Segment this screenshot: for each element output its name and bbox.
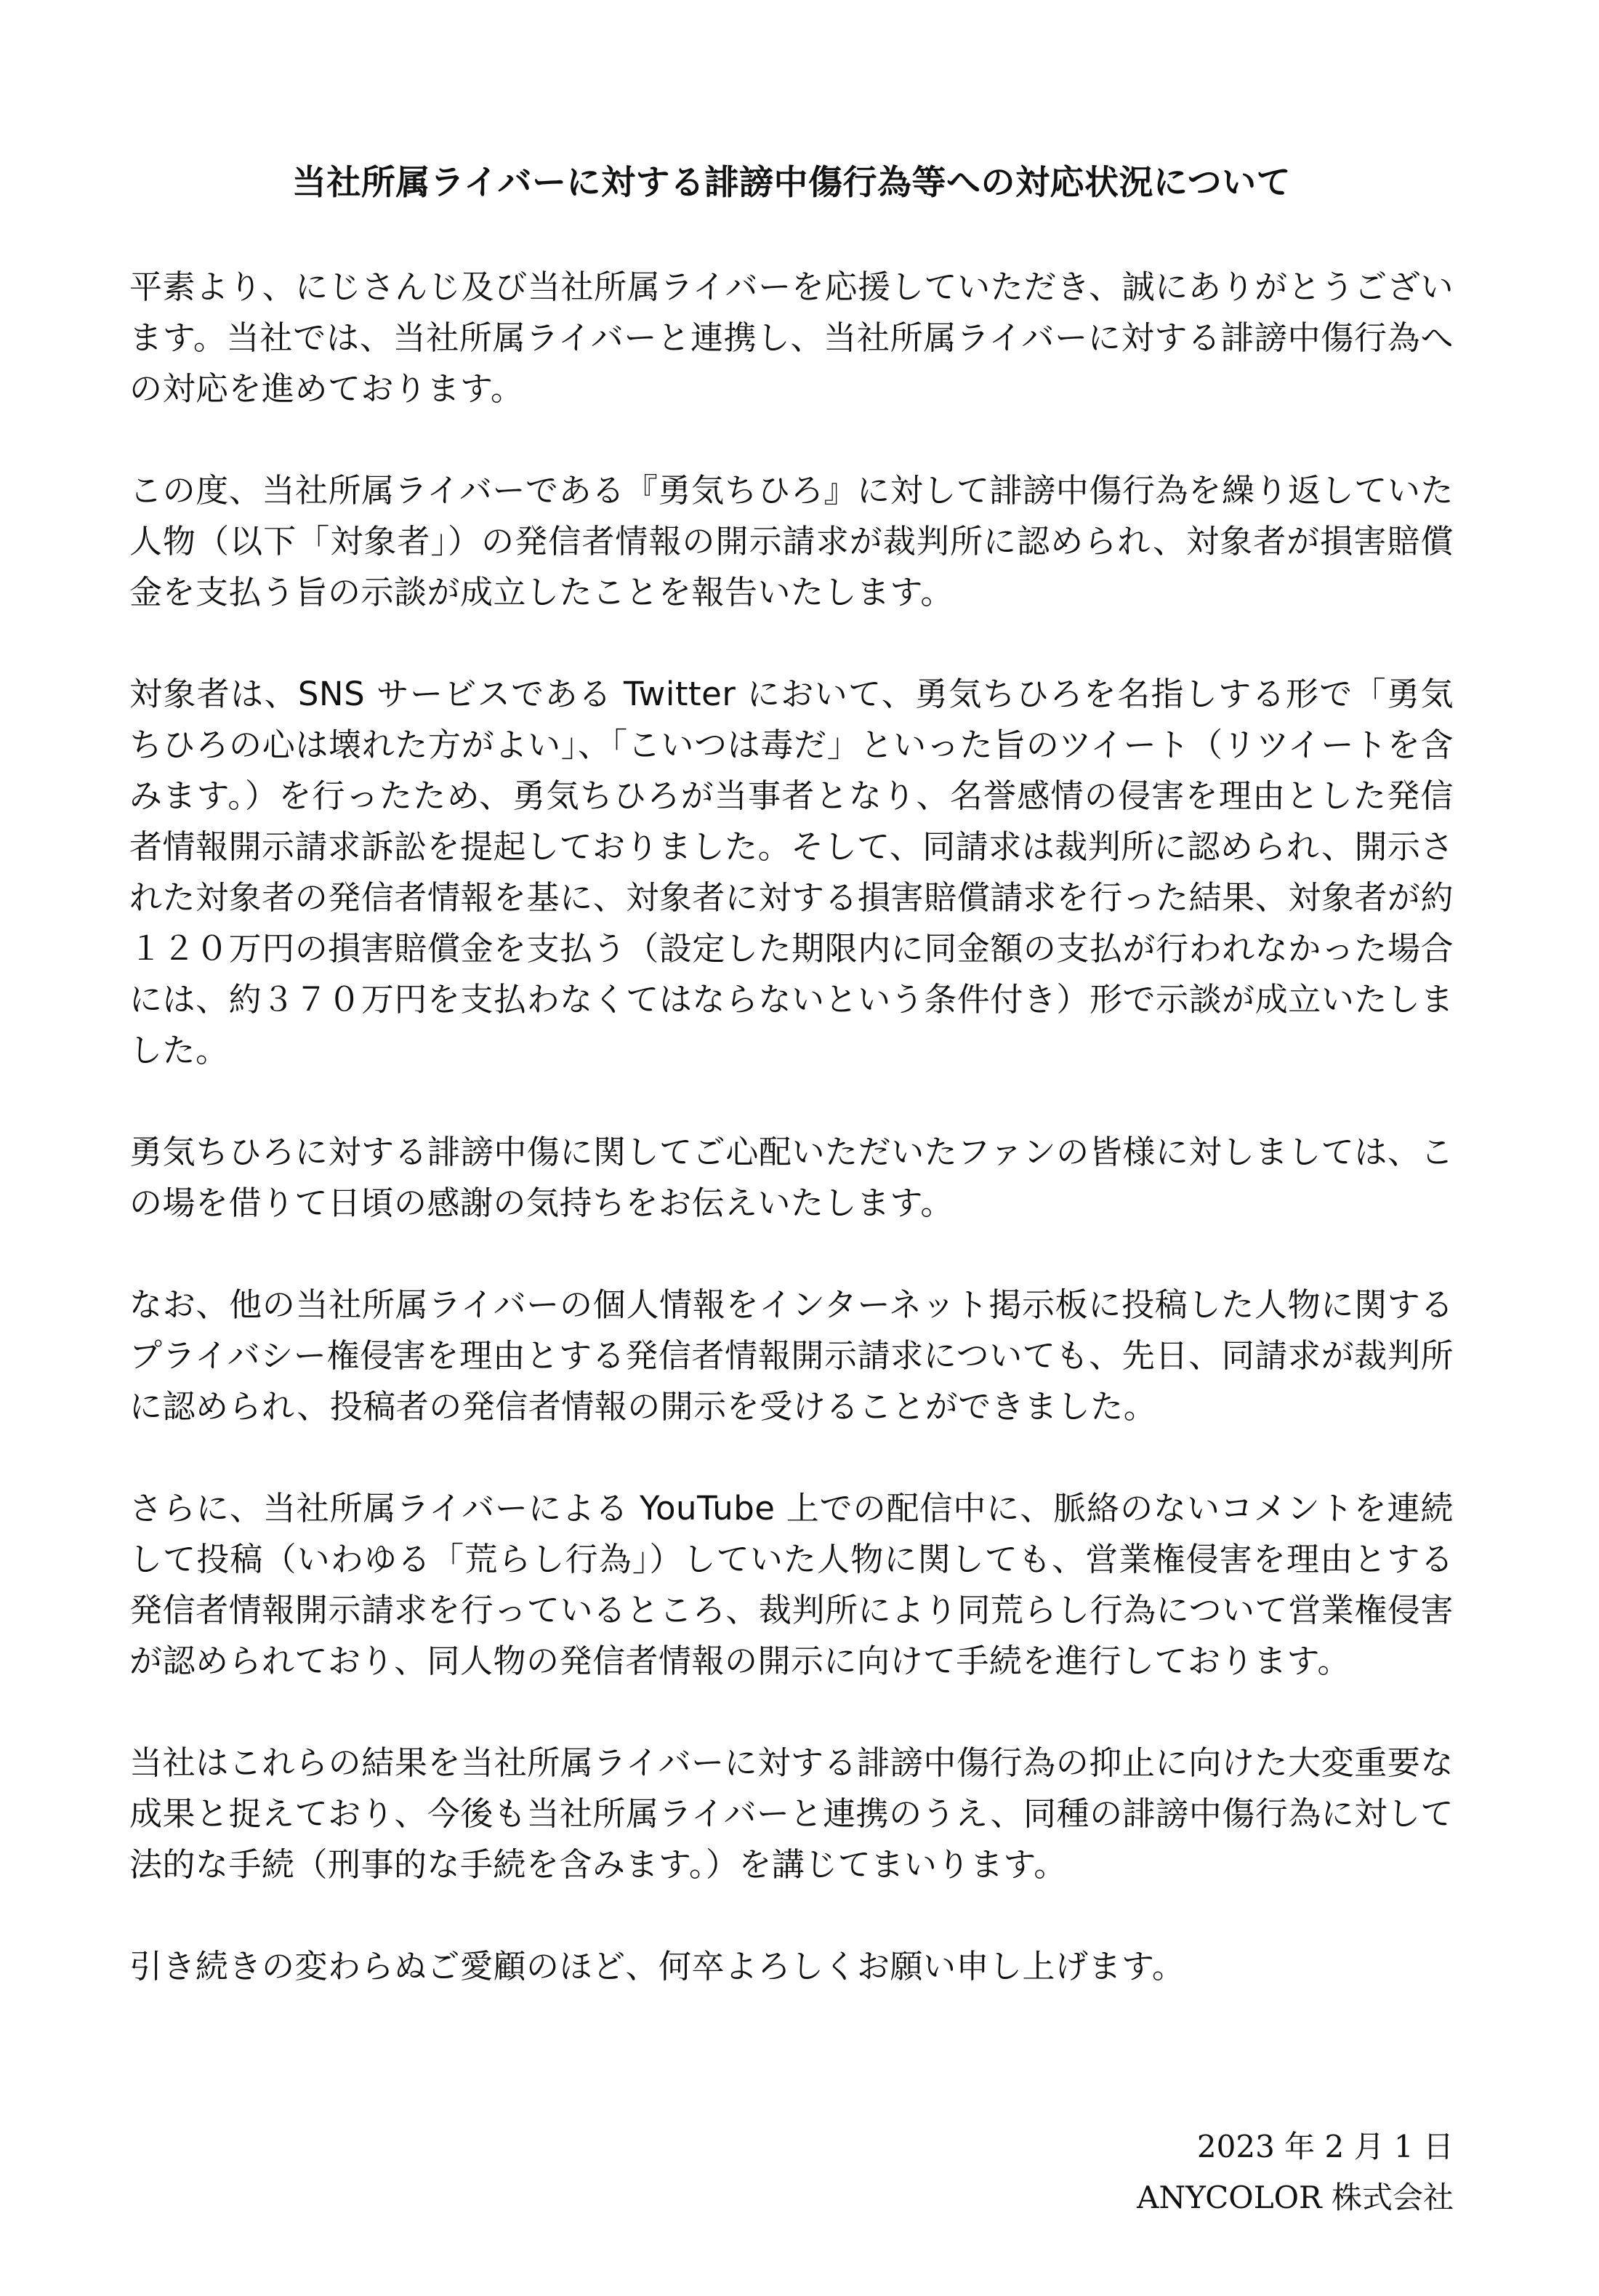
paragraph-privacy-case: なお、他の当社所属ライバーの個人情報をインターネット掲示板に投稿した人物に関するプライバシー権侵害を理由とする発信者情報開示請求についても、先日、同請求が裁判所に認められ、投稿者の発信者情報の開示を受けることができました。 bbox=[129, 1285, 1454, 1426]
signature-block bbox=[1137, 2122, 1454, 2223]
document-title: 当社所属ライバーに対する誹謗中傷行為等への対応状況について bbox=[291, 163, 1292, 203]
paragraph-greeting: 平素より、にじさんじ及び当社所属ライバーを応援していただき、誠にありがとうございます。当社では、当社所属ライバーと連携し、当社所属ライバーに対する誹謗中傷行為への対応を進めております。 bbox=[129, 268, 1454, 408]
signature-company: ANYCOLOR 株式会社 bbox=[1137, 2180, 1454, 2215]
paragraph-thanks: 勇気ちひろに対する誹謗中傷に関してご心配いただいたファンの皆様に対しましては、この場を借りて日頃の感謝の気持ちをお伝えいたします。 bbox=[129, 1133, 1454, 1222]
signature-date: 2023 年 2 月 1 日 bbox=[1196, 2129, 1454, 2164]
paragraph-trolling-case: さらに、当社所属ライバーによる YouTube 上での配信中に、脈絡のないコメントを連続して投稿（いわゆる「荒らし行為」）していた人物に関しても、営業権侵害を理由とする発信者情報開示請求を行っているところ、裁判所により同荒らし行為について営業権侵害が認められており、同人物の発信者情報の開示に向けて手続を進行しております。 bbox=[129, 1489, 1454, 1680]
paragraph-announcement: この度、当社所属ライバーである『勇気ちひろ』に対して誹謗中傷行為を繰り返していた人物（以下「対象者」）の発信者情報の開示請求が裁判所に認められ、対象者が損害賠償金を支払う旨の示談が成立したことを報告いたします。 bbox=[129, 471, 1454, 611]
paragraph-details: 対象者は、SNS サービスである Twitter において、勇気ちひろを名指しする形で「勇気ちひろの心は壊れた方がよい」、「こいつは毒だ」といった旨のツイート（リツイートを含みます。）を行ったため、勇気ちひろが当事者となり、名誉感情の侵害を理由とした発信者情報開示請求訴訟を提起しておりました。そして、同請求は裁判所に認められ、開示された対象者の発信者情報を基に、対象者に対する損害賠償請求を行った結果、対象者が約１２０万円の損害賠償金を支払う（設定した期限内に同金額の支払が行われなかった場合には、約３７０万円を支払わなくてはならないという条件付き）形で示談が成立いたしました。 bbox=[129, 675, 1454, 1069]
paragraph-future-actions: 当社はこれらの結果を当社所属ライバーに対する誹謗中傷行為の抑止に向けた大変重要な成果と捉えており、今後も当社所属ライバーと連携のうえ、同種の誹謗中傷行為に対して法的な手続（刑事的な手続を含みます。）を講じてまいります。 bbox=[129, 1743, 1454, 1884]
paragraph-closing: 引き続きの変わらぬご愛顧のほど、何卒よろしくお願い申し上げます。 bbox=[129, 1947, 1185, 1986]
